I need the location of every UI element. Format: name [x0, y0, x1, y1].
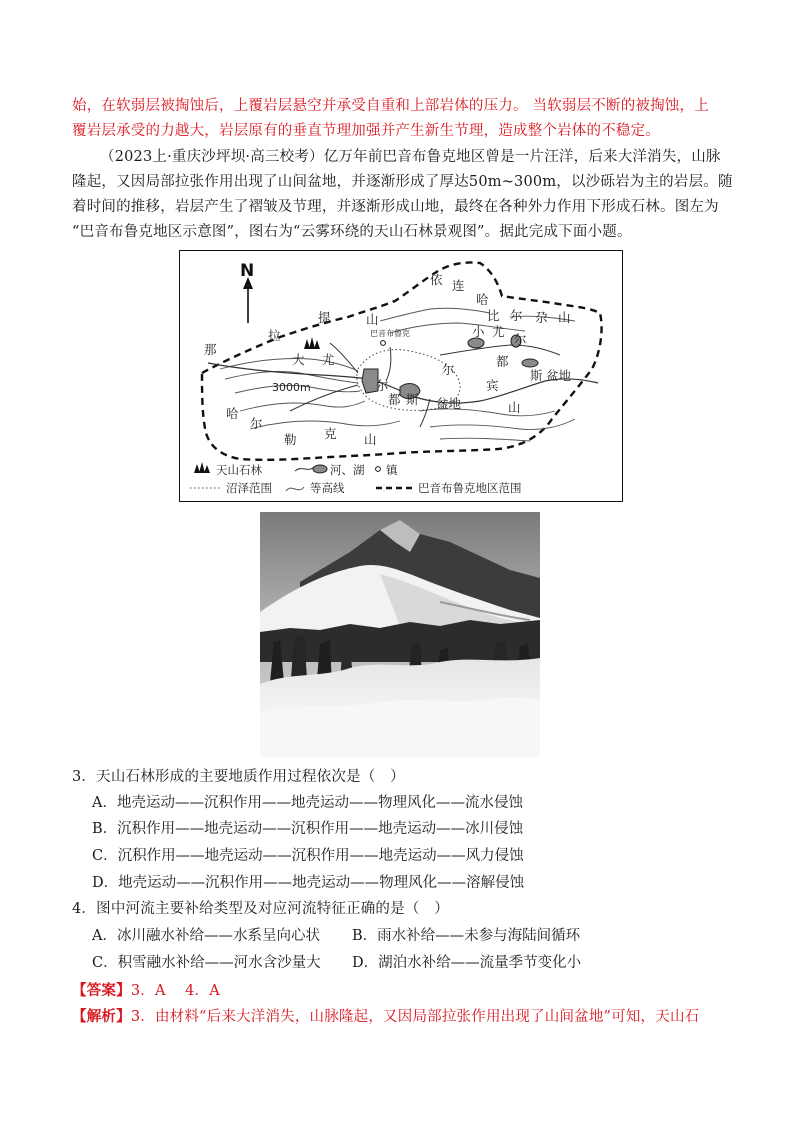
north-label: N [240, 261, 255, 281]
map-label: 勒 [284, 432, 297, 447]
q3-option-a[interactable]: A．地壳运动——沉积作用——地壳运动——物理风化——流水侵蚀 [92, 795, 523, 811]
analysis-line [72, 1006, 732, 1028]
legend-lake-icon [313, 465, 327, 473]
legend-river-lake: 河、湖 [330, 463, 365, 477]
q3-stem: 3．天山石林形成的主要地质作用过程依次是（ ） [72, 769, 405, 785]
material-line-1: （2023上·重庆沙坪坝·高三校考）亿万年前巴音布鲁克地区曾是一片汪洋，后来大洋消失，山脉 [100, 149, 721, 165]
answer-tag: 【答案】 [72, 982, 131, 999]
map-label: 连 [452, 278, 465, 293]
map-label: 比 [487, 308, 500, 323]
map-label: 山 [558, 310, 571, 325]
map-label-town: 巴音布鲁克 [370, 329, 410, 338]
map-label: 山 [508, 400, 521, 415]
map-label: 依 [430, 272, 443, 287]
material-line-4: “巴音布鲁克地区示意图”，图右为“云雾环绕的天山石林景观图”。据此完成下面小题。 [72, 224, 632, 240]
lake-3 [468, 338, 484, 348]
legend-town: 镇 [386, 463, 398, 477]
analysis-text: 3．由材料“后来大洋消失，山脉隆起，又因局部拉张作用出现了山间盆地”可知，天山石 [130, 1009, 700, 1025]
q4-option-c[interactable]: C．积雪融水补给——河水含沙量大 [92, 955, 321, 971]
map-label: 尔 [514, 332, 527, 347]
q4-option-b[interactable]: B．雨水补给——未参与海陆间循环 [352, 928, 581, 944]
legend-marsh: 沼泽范围 [226, 481, 272, 495]
contour-label: 3000m [272, 381, 311, 394]
map-label: 都 [388, 392, 401, 407]
map-label: 盆地 [436, 396, 462, 411]
answer-line [72, 980, 732, 1002]
legend-river-icon [295, 467, 314, 471]
map-label: 那 [204, 342, 217, 357]
q3-option-d[interactable]: D．地壳运动——沉积作用——地壳运动——物理风化——溶解侵蚀 [92, 875, 525, 891]
map-label: 斯 [406, 392, 419, 407]
legend-town-icon [376, 467, 381, 472]
legend-stone-forest-icon [194, 462, 210, 473]
town-icon [381, 341, 386, 346]
stone-forest-photo [260, 512, 540, 757]
q3-option-b[interactable]: B．沉积作用——地壳运动——沉积作用——地壳运动——冰川侵蚀 [92, 821, 524, 837]
map-label: 尔 [250, 416, 263, 431]
map-label: 尤 [322, 352, 335, 367]
bayinbuluke-map [179, 250, 623, 502]
legend-contour: 等高线 [310, 481, 345, 495]
map-label: 哈 [476, 292, 489, 307]
analysis-tag: 【解析】 [72, 1008, 131, 1025]
stone-forest-icon [304, 337, 320, 349]
intro-line-1: 始，在软弱层被掏蚀后，上覆岩层悬空并承受自重和上部岩体的压力。 当软弱层不断的被掏蚀，上 [72, 98, 709, 114]
legend-contour-icon [286, 487, 304, 491]
map-label: 小 [472, 324, 485, 339]
map-label: 拉 [268, 328, 281, 343]
intro-line-2: 覆岩层承受的力越大，岩层原有的垂直节理加强并产生新生节理，造成整个岩体的不稳定。 [72, 123, 660, 139]
map-label: 盆地 [546, 368, 572, 383]
legend-region: 巴音布鲁克地区范围 [418, 481, 522, 495]
map-label: 都 [496, 354, 509, 369]
map-label: 斯 [530, 368, 543, 383]
map-label: 山 [364, 432, 377, 447]
map-label: 克 [324, 426, 337, 441]
map-label: 哈 [226, 406, 239, 421]
material-line-2: 隆起，又因局部拉张作用出现了山间盆地，并逐渐形成了厚达50m~300m，以沙砾岩为主的岩层。随 [72, 174, 733, 190]
q4-option-a[interactable]: A．冰川融水补给——水系呈向心状 [92, 928, 320, 944]
material-line-3: 着时间的推移，岩层产生了褶皱及节理，并逐渐形成山地，最终在各种外力作用下形成石林。图左为 [72, 199, 719, 215]
map-label: 大 [292, 352, 305, 367]
map-label: 尕 [535, 310, 548, 325]
map-label: 山 [366, 312, 379, 327]
map-label: 尔 [376, 378, 389, 393]
map-label: 尔 [442, 362, 455, 377]
q4-option-d[interactable]: D．湖泊水补给——流量季节变化小 [352, 955, 582, 971]
lake-5 [522, 359, 538, 367]
q4-stem: 4．图中河流主要补给类型及对应河流特征正确的是（ ） [72, 901, 449, 917]
q3-option-c[interactable]: C．沉积作用——地壳运动——沉积作用——地壳运动——风力侵蚀 [92, 848, 524, 864]
legend-stone-forest: 天山石林 [216, 463, 262, 477]
map-label: 提 [318, 310, 331, 325]
map-label: 尔 [510, 308, 523, 323]
map-label: 宾 [486, 378, 499, 393]
answer-text: 3．A 4．A [130, 983, 220, 999]
map-label: 尤 [492, 324, 505, 339]
